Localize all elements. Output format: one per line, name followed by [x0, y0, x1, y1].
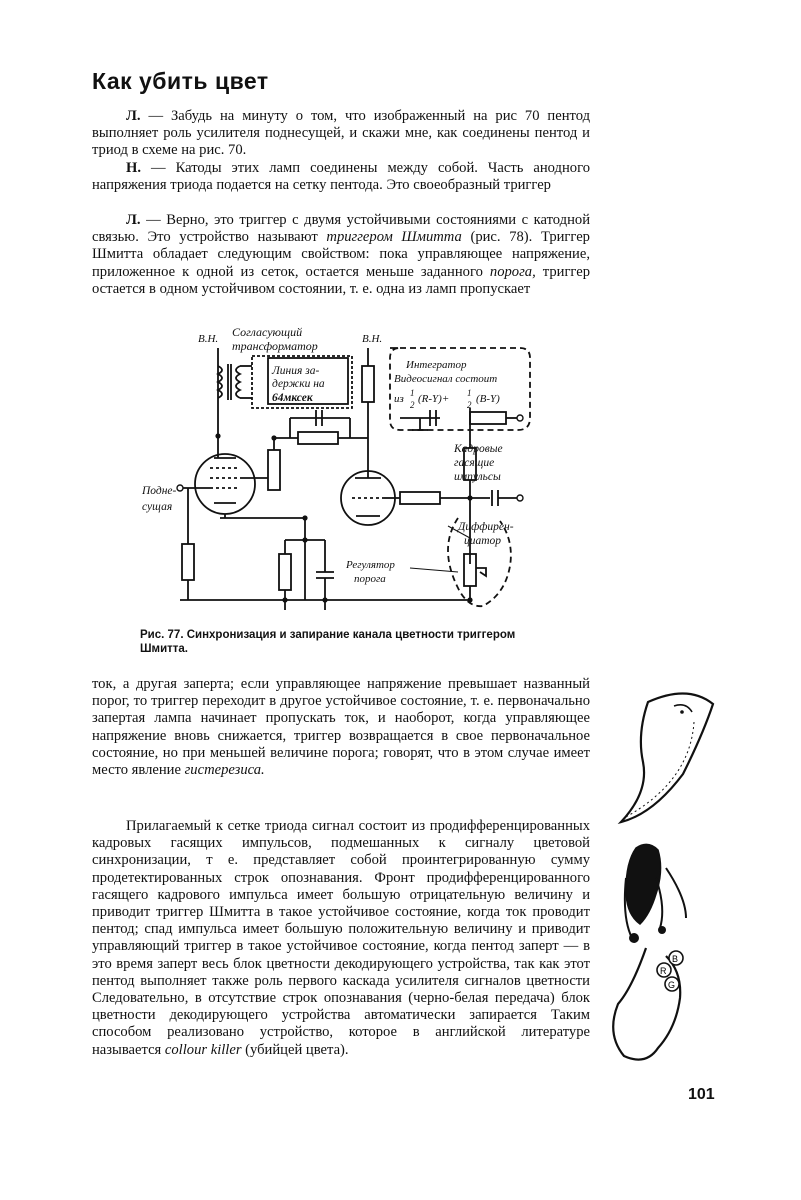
carrier-label: сущая: [142, 501, 173, 513]
paragraph-text: (убийцей цвета).: [241, 1041, 349, 1058]
dash: —: [141, 160, 176, 176]
vn-left-label: В.Н.: [198, 333, 219, 345]
speaker-l: Л.: [126, 212, 141, 228]
fraction-num: 1: [410, 388, 415, 398]
dialog-text: Верно, это триггер с двумя устойчивыми состояниями с катодной связью. Это устройство называют: [92, 212, 590, 246]
resistor: [268, 450, 280, 490]
transformer-label: Согласующий: [232, 325, 303, 339]
fraction-den: 2: [467, 400, 472, 410]
dialog-line-3: [92, 212, 590, 298]
circuit-diagram: [140, 318, 550, 618]
video-label: из: [394, 393, 404, 405]
dialog-text: триггер остается в одном устойчивом состоянии, т. е. одна из ламп пропускает: [92, 263, 590, 297]
vn-right-label: В.Н.: [362, 333, 383, 345]
ball-letter: B: [672, 954, 679, 964]
differentiator-label: Диффирен-: [458, 521, 514, 533]
moon-face-doodle: [608, 684, 718, 824]
page-title: Как убить цвет: [92, 68, 269, 94]
term-colour-killer: collour killer: [164, 1041, 242, 1058]
resistor: [362, 366, 374, 402]
speaker-l: Л.: [126, 108, 141, 124]
transformer-secondary: [236, 366, 240, 398]
dialog-text: (рис. 78). Триггер Шмитта обладает следующим свойством: пока управляющее напряжение, приложенное к одной из сеток, остается меньше заданного: [92, 229, 590, 280]
dash: —: [140, 212, 167, 228]
video-label: (R-Y)+: [418, 393, 450, 405]
fraction-den: 2: [410, 400, 415, 410]
resistor: [279, 554, 291, 590]
dialog-text: Забудь на минуту о том, что изображенный на рис 70 пентод выполняет роль усилителя поднесущей, и скажи мне, как соединены пентод и триод в схеме на рис. 70.: [92, 108, 591, 159]
frame-pulse-label: импульсы: [454, 471, 501, 483]
ball-letter: R: [660, 966, 667, 976]
term-threshold: порога,: [489, 263, 536, 280]
figure-caption: Рис. 77. Синхронизация и запирание канала цветности триггером Шмитта.: [140, 629, 516, 655]
threshold-label: порога: [354, 573, 386, 585]
ball-letter: G: [668, 980, 676, 990]
dialog-text: Катоды этих ламп соединены между собой. Часть анодного напряжения триода подается на сетку пентода. Это своеобразный триггер: [92, 160, 590, 194]
paragraph-text: Прилагаемый к сетке триода сигнал состоит из продифференцированных кадровых гасящих импульсов, подмешанных к сигналу цветовой синхронизации, т е. представляет собой проинтегрированную сумму продетектированных строк опознавания. Фронт продифференцированного гасящего кадрового импульса имеет большую отрицательную величину и приводит триггер Шмитта в такое устойчивое состояние, когда ток проводит пентод; спад импульса имеет большую положительную величину и приводит управляющий триггер в такое устойчивое состояние, когда пентод заперт — в это время заперт весь блок цветности декодирующего устройства, так как этот пентод выполняет также роль первого каскада усилителя сигналов цветности Следовательно, в отсутствие строк опознавания (черно-белая передача) блок цветности декодирующего устройства автоматически запирается Таким способом реализовано устройство, которое в английской литературе называется: [92, 818, 590, 1058]
threshold-label: Регулятор: [346, 559, 395, 571]
transformer-label: трансформатор: [232, 339, 318, 353]
frame-pulse-label: Кадровые: [454, 443, 503, 455]
body-paragraph-1: [92, 676, 590, 779]
resistor: [182, 544, 194, 580]
integrator-label: Интегратор: [406, 359, 467, 371]
resistor: [400, 492, 440, 504]
dialog-line-1: [92, 108, 590, 160]
term-hysteresis: гистерезиса.: [184, 762, 265, 779]
dash: —: [140, 108, 171, 124]
dialog-line-2: [92, 160, 590, 194]
frame-pulse-label: гасящие: [454, 457, 495, 469]
speaker-n: Н.: [126, 160, 141, 176]
fraction-num: 1: [467, 388, 472, 398]
carrier-label: Подне-: [142, 485, 177, 497]
differentiator-label: циатор: [464, 535, 502, 547]
term-schmitt-trigger: триггером Шмитта: [326, 229, 462, 246]
body-paragraph-2: [92, 818, 590, 1059]
video-label: (B-Y): [476, 393, 500, 405]
delay-label: Линия за-: [272, 365, 320, 377]
resistor: [470, 412, 506, 424]
video-label: Видеосигнал состоит: [394, 373, 498, 385]
paragraph-text: ток, а другая заперта; если управляющее напряжение превышает названный порог, то триггер переходит в другое устойчивое состояние, т. е. первоначально запертая лампа начинает пропускать ток, и наоборот, когда управляющее напряжение вновь снижается, триггер возвращается в свое первоначальное состояние, но при меньшей величине порога; говорят, что в этом случае имеет место явление: [92, 676, 590, 779]
resistor: [298, 432, 338, 444]
hand-with-balls-doodle: [606, 838, 706, 1068]
delay-label: держки на: [272, 378, 325, 390]
pentode-tube: [195, 454, 255, 514]
page-number: 101: [688, 1086, 715, 1103]
delay-label: 64мксек: [272, 392, 313, 404]
